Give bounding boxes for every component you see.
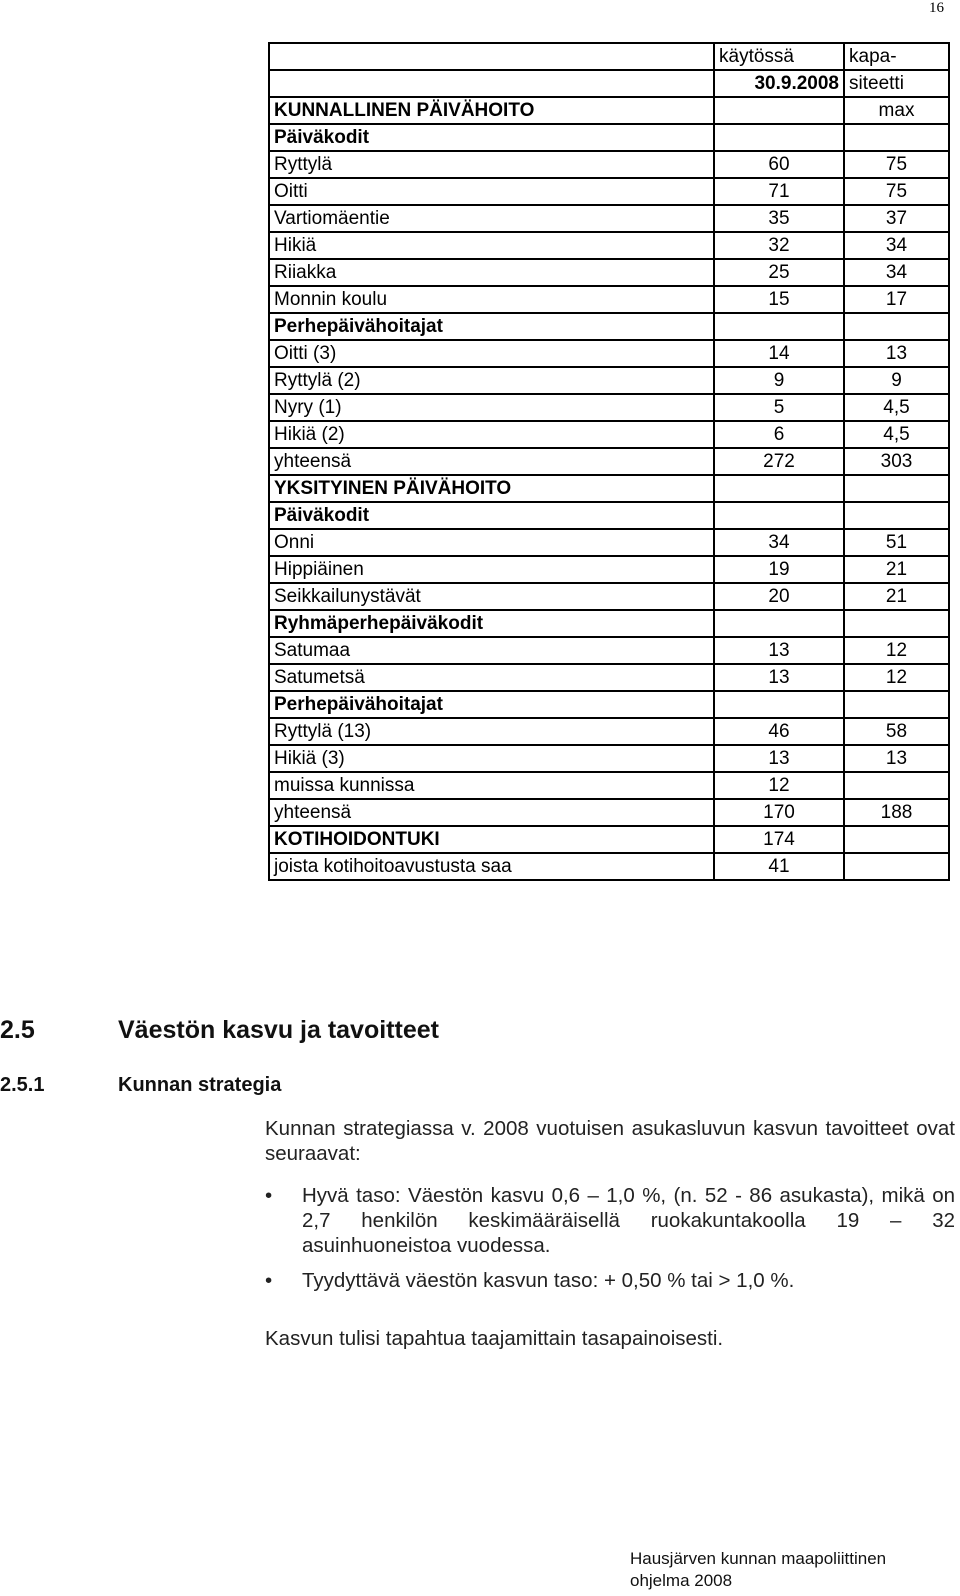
row-capacity — [844, 475, 949, 502]
row-in-use — [714, 610, 844, 637]
page-number: 16 — [929, 0, 944, 16]
row-capacity: 75 — [844, 151, 949, 178]
header-capacity-cont: siteetti — [844, 70, 949, 97]
row-capacity: 58 — [844, 718, 949, 745]
row-in-use: 71 — [714, 178, 844, 205]
row-capacity: 188 — [844, 799, 949, 826]
row-capacity — [844, 691, 949, 718]
row-label: Seikkailunystävät — [269, 583, 714, 610]
row-in-use: 13 — [714, 664, 844, 691]
row-in-use — [714, 97, 844, 124]
table-row — [269, 556, 949, 583]
header-date: 30.9.2008 — [714, 70, 844, 97]
table-header-row — [269, 70, 949, 97]
table-row — [269, 826, 949, 853]
row-in-use: 13 — [714, 637, 844, 664]
row-label: Ryttylä (13) — [269, 718, 714, 745]
row-capacity: 4,5 — [844, 421, 949, 448]
row-label: Ryttylä (2) — [269, 367, 714, 394]
row-in-use: 60 — [714, 151, 844, 178]
row-capacity — [844, 826, 949, 853]
row-in-use — [714, 124, 844, 151]
section-title: Väestön kasvu ja tavoitteet — [118, 1016, 439, 1044]
row-label: Ryttylä — [269, 151, 714, 178]
row-label: KOTIHOIDONTUKI — [269, 826, 714, 853]
row-label: Satumaa — [269, 637, 714, 664]
section-heading — [0, 1016, 439, 1045]
row-label: Päiväkodit — [269, 124, 714, 151]
row-in-use: 12 — [714, 772, 844, 799]
daycare-capacity-table — [268, 42, 950, 881]
bullet-icon: • — [265, 1269, 273, 1292]
row-label: Perhepäivähoitajat — [269, 313, 714, 340]
table-row — [269, 124, 949, 151]
row-in-use: 14 — [714, 340, 844, 367]
paragraph: Kunnan strategiassa v. 2008 vuotuisen asukasluvun kasvun tavoitteet ovat seuraavat: — [265, 1117, 955, 1165]
row-capacity: 21 — [844, 583, 949, 610]
footer-line: Hausjärven kunnan maapoliittinen — [630, 1549, 887, 1568]
table-row — [269, 718, 949, 745]
row-in-use: 5 — [714, 394, 844, 421]
table-row — [269, 205, 949, 232]
row-in-use: 34 — [714, 529, 844, 556]
row-capacity — [844, 313, 949, 340]
section-number: 2.5 — [0, 1016, 35, 1044]
table-row — [269, 259, 949, 286]
table-row — [269, 745, 949, 772]
row-in-use: 15 — [714, 286, 844, 313]
list-item — [265, 1183, 955, 1258]
row-label: Nyry (1) — [269, 394, 714, 421]
row-capacity: 51 — [844, 529, 949, 556]
subsection-heading — [0, 1074, 281, 1097]
header-capacity: kapa- — [844, 43, 949, 70]
header-cell-label — [269, 70, 714, 97]
row-capacity: 303 — [844, 448, 949, 475]
row-in-use — [714, 313, 844, 340]
row-label: Oitti — [269, 178, 714, 205]
table-row — [269, 340, 949, 367]
row-capacity — [844, 502, 949, 529]
row-capacity: 13 — [844, 340, 949, 367]
row-capacity: 12 — [844, 664, 949, 691]
table-row — [269, 853, 949, 880]
row-in-use: 9 — [714, 367, 844, 394]
row-label: Hikiä — [269, 232, 714, 259]
row-in-use: 13 — [714, 745, 844, 772]
row-in-use: 41 — [714, 853, 844, 880]
table-row — [269, 286, 949, 313]
subsection-title: Kunnan strategia — [118, 1074, 282, 1096]
table-row — [269, 610, 949, 637]
row-capacity: max — [844, 97, 949, 124]
row-label: KUNNALLINEN PÄIVÄHOITO — [269, 97, 714, 124]
table-row — [269, 799, 949, 826]
table-header-row — [269, 43, 949, 70]
row-in-use: 174 — [714, 826, 844, 853]
row-in-use: 6 — [714, 421, 844, 448]
row-label: Riiakka — [269, 259, 714, 286]
row-capacity: 21 — [844, 556, 949, 583]
table-row — [269, 313, 949, 340]
row-capacity: 37 — [844, 205, 949, 232]
row-capacity — [844, 610, 949, 637]
table-row — [269, 475, 949, 502]
table-row — [269, 421, 949, 448]
list-item-text: Hyvä taso: Väestön kasvu 0,6 – 1,0 %, (n. 52 - 86 asukasta), mikä on 2,7 henkilön keskimääräisellä ruokakuntakoolla 19 – 32 asuinhuoneistoa vuodessa. — [302, 1184, 955, 1257]
row-capacity — [844, 772, 949, 799]
row-label: muissa kunnissa — [269, 772, 714, 799]
row-in-use: 170 — [714, 799, 844, 826]
row-label: joista kotihoitoavustusta saa — [269, 853, 714, 880]
bullet-list — [265, 1183, 955, 1303]
row-label: Oitti (3) — [269, 340, 714, 367]
row-label: Ryhmäperhepäiväkodit — [269, 610, 714, 637]
row-capacity: 34 — [844, 232, 949, 259]
table-row — [269, 178, 949, 205]
table-row — [269, 151, 949, 178]
row-in-use: 46 — [714, 718, 844, 745]
table-row — [269, 97, 949, 124]
table-row — [269, 772, 949, 799]
row-in-use: 272 — [714, 448, 844, 475]
bullet-icon: • — [265, 1184, 273, 1207]
table-row — [269, 448, 949, 475]
row-capacity: 13 — [844, 745, 949, 772]
table-row — [269, 691, 949, 718]
table-row — [269, 394, 949, 421]
row-in-use — [714, 502, 844, 529]
header-cell-label — [269, 43, 714, 70]
list-item-text: Tyydyttävä väestön kasvun taso: + 0,50 % tai > 1,0 %. — [302, 1269, 795, 1292]
row-label: Hikiä (3) — [269, 745, 714, 772]
row-in-use: 32 — [714, 232, 844, 259]
row-capacity: 34 — [844, 259, 949, 286]
row-in-use: 20 — [714, 583, 844, 610]
header-in-use: käytössä — [714, 43, 844, 70]
row-label: Päiväkodit — [269, 502, 714, 529]
row-label: YKSITYINEN PÄIVÄHOITO — [269, 475, 714, 502]
subsection-number: 2.5.1 — [0, 1074, 45, 1096]
list-item — [265, 1268, 955, 1293]
row-label: Onni — [269, 529, 714, 556]
page-footer — [630, 1548, 886, 1592]
row-label: yhteensä — [269, 799, 714, 826]
row-label: yhteensä — [269, 448, 714, 475]
row-capacity: 75 — [844, 178, 949, 205]
row-in-use: 25 — [714, 259, 844, 286]
footer-line: ohjelma 2008 — [630, 1571, 733, 1590]
row-in-use: 19 — [714, 556, 844, 583]
row-label: Vartiomäentie — [269, 205, 714, 232]
row-label: Satumetsä — [269, 664, 714, 691]
table-row — [269, 529, 949, 556]
row-capacity: 9 — [844, 367, 949, 394]
row-label: Monnin koulu — [269, 286, 714, 313]
row-capacity: 12 — [844, 637, 949, 664]
row-label: Hippiäinen — [269, 556, 714, 583]
table-row — [269, 367, 949, 394]
table-row — [269, 502, 949, 529]
table-row — [269, 664, 949, 691]
row-in-use — [714, 691, 844, 718]
row-capacity — [844, 853, 949, 880]
paragraph: Kasvun tulisi tapahtua taajamittain tasapainoisesti. — [265, 1327, 724, 1350]
row-label: Hikiä (2) — [269, 421, 714, 448]
row-capacity: 17 — [844, 286, 949, 313]
table-row — [269, 583, 949, 610]
row-in-use — [714, 475, 844, 502]
row-label: Perhepäivähoitajat — [269, 691, 714, 718]
row-capacity: 4,5 — [844, 394, 949, 421]
row-capacity — [844, 124, 949, 151]
row-in-use: 35 — [714, 205, 844, 232]
table-row — [269, 637, 949, 664]
table-row — [269, 232, 949, 259]
